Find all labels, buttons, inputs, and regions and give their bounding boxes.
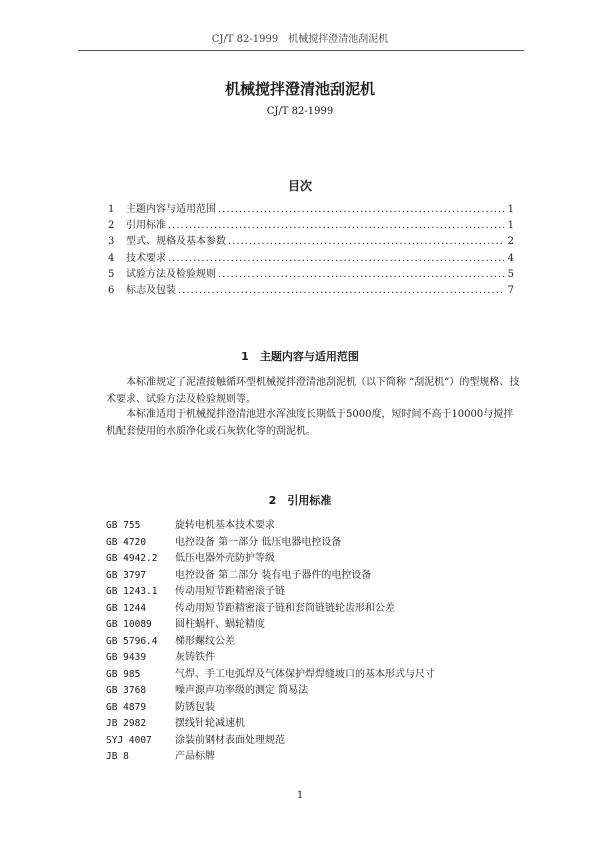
reference-title: 电控设备 第一部分 低压电器电控设备 — [175, 536, 342, 548]
reference-title: 防锈包装 — [175, 701, 215, 713]
toc-item-page: 5 — [507, 268, 514, 280]
running-header: CJ/T 82-1999 机械搅拌澄清池刮泥机 — [211, 34, 389, 45]
reference-item — [106, 714, 526, 731]
reference-item — [106, 516, 526, 533]
document-title: 机械搅拌澄清池刮泥机 — [224, 80, 375, 98]
reference-title: 传动用短节距精密滚子链和套筒链链轮齿形和公差 — [175, 602, 395, 614]
reference-item — [106, 698, 526, 715]
table-of-contents — [108, 200, 514, 297]
toc-item-label: 型式、规格及基本参数 — [126, 236, 226, 248]
reference-item — [106, 566, 526, 583]
toc-leader — [218, 269, 504, 280]
toc-item-number: 2 — [108, 220, 115, 232]
toc-item-number: 5 — [108, 268, 115, 280]
reference-item — [106, 632, 526, 649]
reference-item — [106, 615, 526, 632]
toc-item-number: 1 — [108, 204, 115, 215]
reference-item — [106, 533, 526, 550]
normative-references-list — [106, 516, 526, 764]
reference-code: GB 3768 — [106, 685, 147, 696]
section-1-paragraph-1: 本标准规定了泥渣接触循环型机械搅拌澄清池刮泥机（以下简称 “刮泥机”）的型规格、技术要求、试验方法及检验规则等。 — [106, 377, 520, 405]
toc-item-page: 7 — [507, 284, 514, 296]
reference-code: GB 9439 — [106, 652, 147, 663]
reference-title: 传动用短节距精密滚子链 — [175, 586, 285, 597]
section-2-heading: 2 引用标准 — [268, 494, 332, 507]
section-1-heading: 1 主题内容与适用范围 — [241, 350, 359, 363]
toc-item-label: 主题内容与适用范围 — [126, 204, 216, 215]
toc-leader — [228, 236, 504, 247]
reference-code: JB 8 — [106, 751, 129, 762]
toc-item-label: 引用标准 — [126, 220, 166, 232]
reference-item — [106, 681, 526, 698]
toc-item-page: 2 — [507, 236, 514, 248]
toc-leader — [168, 253, 504, 264]
header-rule — [78, 50, 524, 51]
section-1-paragraph-2: 本标准适用于机械搅拌澄清池进水浑浊度长期低于5000度，短时间不高于10000与搅拌机配套使用的水质净化或石灰软化等的刮泥机。 — [106, 409, 514, 437]
reference-item — [106, 665, 526, 682]
toc-leader — [168, 220, 504, 231]
toc-leader — [178, 285, 504, 296]
toc-item-page: 1 — [507, 204, 514, 215]
reference-item — [106, 747, 526, 764]
reference-item — [106, 599, 526, 616]
reference-title: 圆柱蜗杆、蜗轮精度 — [175, 619, 265, 630]
toc-item-page: 4 — [507, 252, 514, 264]
toc-item-label: 试验方法及检验规则 — [126, 268, 216, 280]
reference-title: 摆线针轮减速机 — [175, 718, 245, 729]
reference-code: SYJ 4007 — [106, 734, 152, 746]
reference-item — [106, 648, 526, 665]
toc-item-label: 标志及包装 — [126, 284, 176, 296]
reference-code: GB 4879 — [106, 701, 147, 713]
document-code: CJ/T 82-1999 — [266, 106, 334, 117]
reference-title: 旋转电机基本技术要求 — [175, 520, 275, 531]
reference-title: 电控设备 第二部分 装有电子器件的电控设备 — [175, 569, 372, 581]
reference-code: GB 5796.4 — [106, 635, 158, 647]
reference-item — [106, 582, 526, 599]
reference-item — [106, 731, 526, 748]
toc-item-number: 4 — [108, 252, 115, 264]
reference-title: 涂装前钢材表面处理规范 — [175, 734, 285, 746]
page-number: 1 — [296, 790, 304, 801]
reference-code: GB 755 — [106, 520, 141, 531]
reference-code: GB 3797 — [106, 569, 147, 581]
toc-item[interactable] — [108, 232, 514, 248]
toc-heading: 目次 — [287, 179, 312, 193]
toc-item[interactable] — [108, 249, 514, 265]
toc-item-label: 技术要求 — [126, 252, 166, 264]
reference-code: GB 10089 — [106, 619, 152, 630]
reference-code: GB 985 — [106, 668, 141, 680]
toc-item[interactable] — [108, 216, 514, 232]
toc-item-number: 3 — [108, 236, 115, 248]
toc-item-page: 1 — [507, 220, 514, 232]
reference-code: GB 4720 — [106, 536, 147, 548]
reference-code: JB 2982 — [106, 718, 147, 729]
toc-item-number: 6 — [108, 284, 115, 296]
reference-item — [106, 549, 526, 566]
reference-title: 梯形螺纹公差 — [175, 635, 235, 647]
reference-title: 噪声源声功率级的测定 简易法 — [175, 685, 309, 696]
reference-code: GB 1244 — [106, 602, 147, 614]
toc-item[interactable] — [108, 200, 514, 216]
toc-leader — [218, 204, 504, 215]
toc-item[interactable] — [108, 281, 514, 297]
reference-title: 气焊、手工电弧焊及气体保护焊焊缝坡口的基本形式与尺寸 — [175, 668, 435, 680]
reference-code: GB 1243.1 — [106, 586, 158, 597]
reference-title: 低压电器外壳防护等级 — [175, 553, 275, 564]
toc-item[interactable] — [108, 265, 514, 281]
reference-title: 灰铸铁件 — [175, 652, 215, 663]
reference-title: 产品标牌 — [175, 751, 215, 762]
reference-code: GB 4942.2 — [106, 553, 158, 564]
